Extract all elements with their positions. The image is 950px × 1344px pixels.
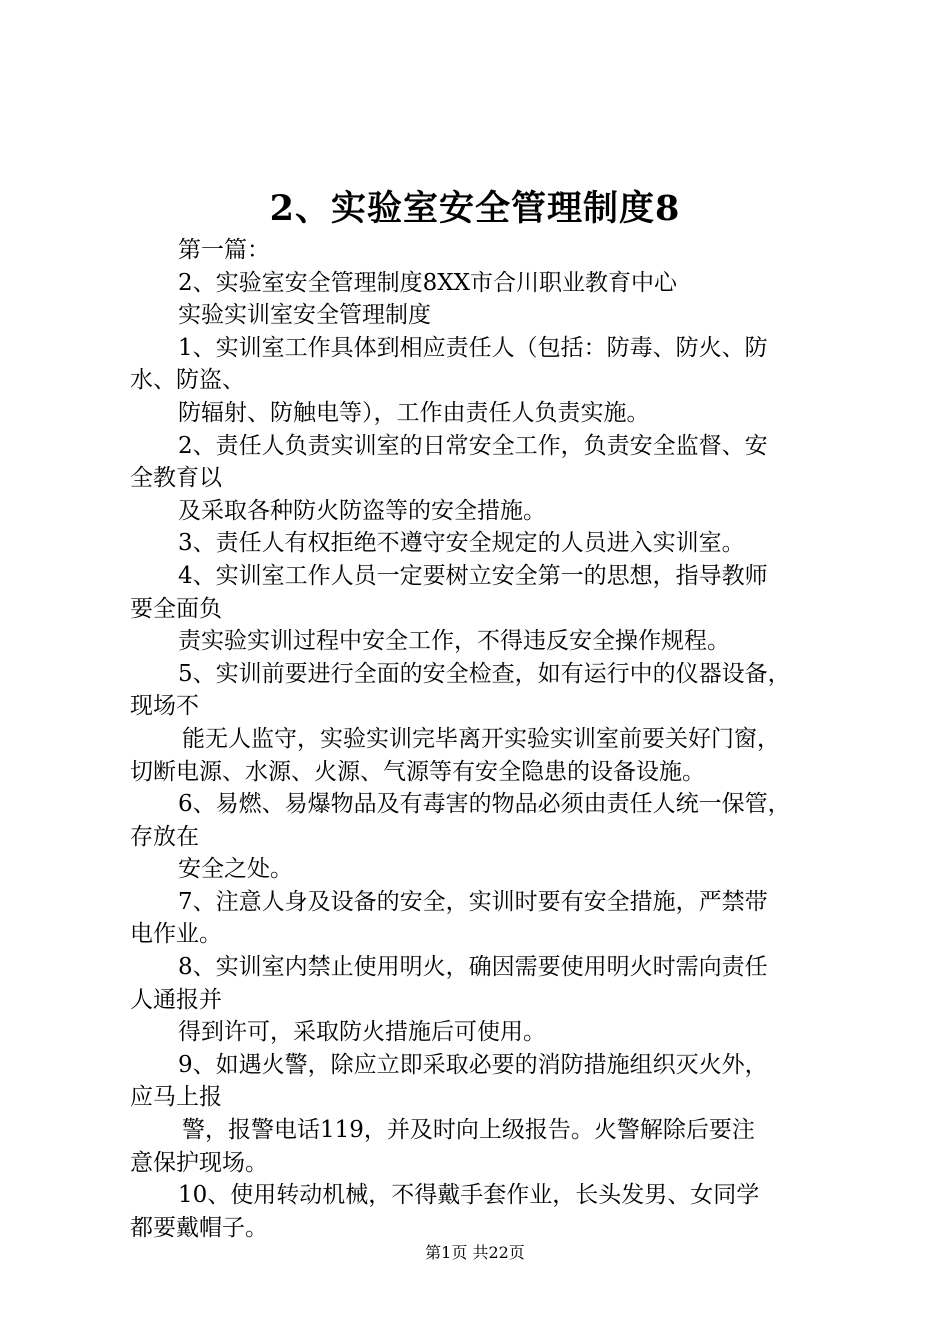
body-line: 8、实训室内禁止使用明火，确因需要使用明火时需向责任 (178, 954, 768, 981)
body-line: 2、实验室安全管理制度8XX市合川职业教育中心 (178, 269, 678, 296)
body-line: 电作业。 (130, 921, 222, 948)
body-line: 6、易燃、易爆物品及有毒害的物品必须由责任人统一保管， (178, 791, 791, 818)
document-title: 2、实验室安全管理制度8 (269, 188, 681, 229)
body-line: 现场不 (130, 693, 199, 720)
body-line: 存放在 (130, 823, 199, 850)
document-body (130, 234, 835, 1244)
body-line: 能无人监守，实验实训完毕离开实验实训室前要关好门窗， (182, 725, 780, 752)
body-line: 水、防盗、 (130, 367, 245, 394)
body-line: 5、实训前要进行全面的安全检查，如有运行中的仪器设备， (178, 660, 791, 687)
body-line: 要全面负 (130, 595, 222, 622)
body-line: 实验实训室安全管理制度 (178, 302, 431, 329)
body-line: 人通报并 (130, 986, 222, 1013)
body-line: 9、如遇火警，除应立即采取必要的消防措施组织灭火外， (178, 1051, 768, 1078)
body-line: 第一篇： (178, 237, 270, 263)
body-line: 都要戴帽子。 (130, 1214, 268, 1241)
body-line: 防辐射、防触电等），工作由责任人负责实施。 (178, 399, 650, 426)
body-line: 警，报警电话119，并及时向上级报告。火警解除后要注 (182, 1117, 755, 1144)
body-line: 安全之处。 (178, 856, 293, 883)
body-line: 切断电源、水源、火源、气源等有安全隐患的设备设施。 (130, 758, 705, 785)
body-line: 4、实训室工作人员一定要树立安全第一的思想，指导教师 (178, 562, 768, 589)
body-line: 及采取各种防火防盗等的安全措施。 (178, 497, 546, 524)
body-line: 2、责任人负责实训室的日常安全工作，负责安全监督、安 (178, 432, 768, 459)
body-line: 1、实训室工作具体到相应责任人（包括：防毒、防火、防 (178, 334, 768, 361)
body-line: 意保护现场。 (130, 1149, 268, 1176)
page-footer: 第1页 共22页 (425, 1243, 525, 1262)
body-line: 应马上报 (130, 1084, 222, 1111)
body-line: 得到许可，采取防火措施后可使用。 (178, 1019, 546, 1046)
body-line: 责实验实训过程中安全工作，不得违反安全操作规程。 (178, 628, 730, 655)
body-line: 3、责任人有权拒绝不遵守安全规定的人员进入实训室。 (178, 530, 745, 557)
body-line: 全教育以 (130, 465, 222, 492)
body-line: 10、使用转动机械，不得戴手套作业，长头发男、女同学 (178, 1182, 760, 1209)
body-line: 7、注意人身及设备的安全，实训时要有安全措施，严禁带 (178, 888, 768, 915)
